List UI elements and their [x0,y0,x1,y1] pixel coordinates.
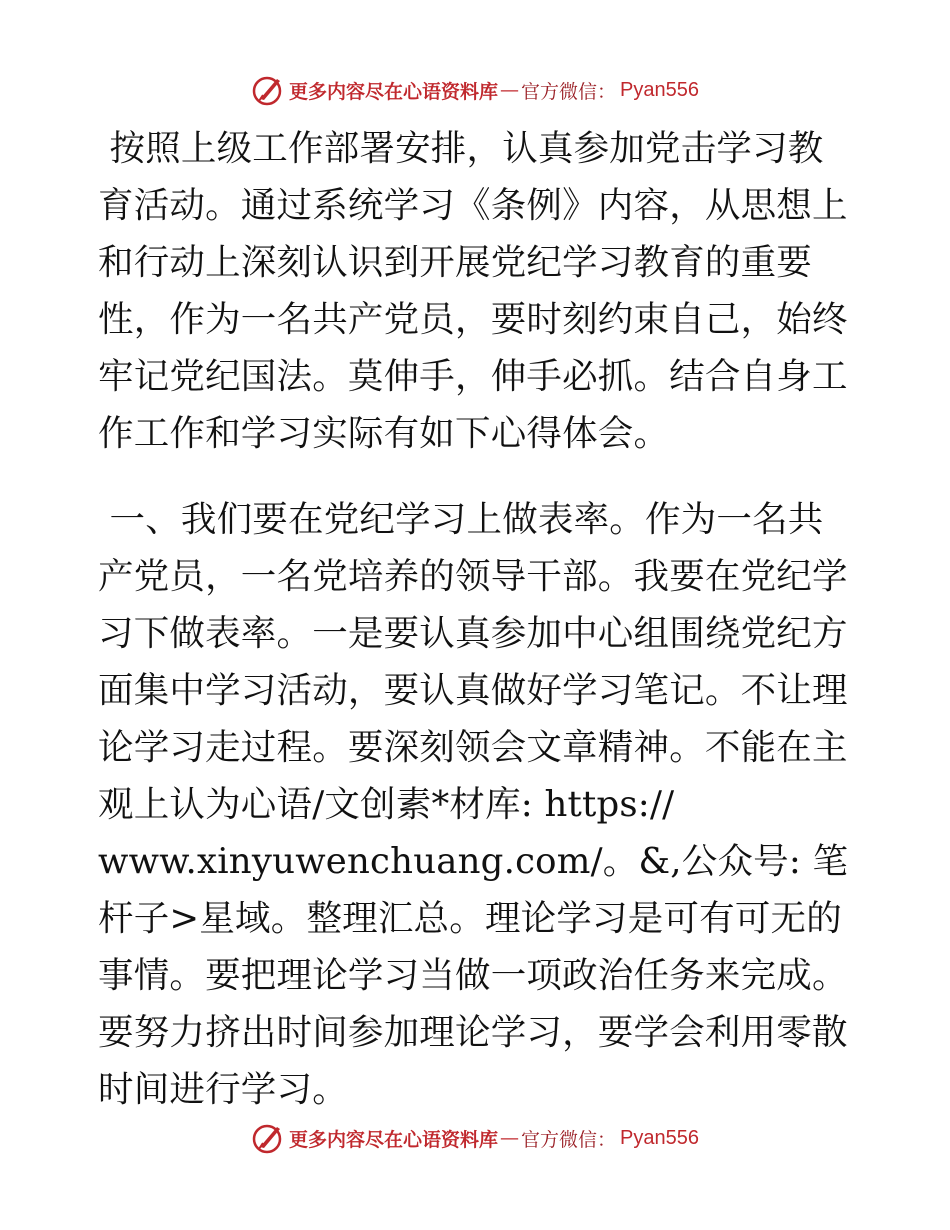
document-body [98,120,858,1118]
footer-dash: — [500,1127,520,1149]
quill-pen-circle-icon [251,73,285,107]
footer-main-text: 更多内容尽在心语资料库 [289,1128,499,1151]
paragraph-section-1: 一、我们要在党纪学习上做表率。作为一名共产党员，一名党培养的领导干部。我要在党纪学习下做表率。一是要认真参加中心组围绕党纪方面集中学习活动，要认真做好学习笔记。不让理论学习走过程。要深刻领会文章精神。不能在主观上认为心语/文创素*材库: https:// www.xinyuwenchuang.com/。&,公众号: 笔杆子>星域。整理汇总。理论学习是可有可无的事情。要把理论学习当做一项政治任务来完成。要努力挤出时间参加理论学习，要学会利用零散时间进行学习。 [98,499,849,1110]
banner-wechat-label: 官方微信： [521,80,617,103]
banner-wechat-id: Pyan556 [620,78,699,101]
footer-wechat-id: Pyan556 [620,1126,699,1149]
header-banner [0,70,950,110]
paragraph-intro: 按照上级工作部署安排，认真参加党击学习教育活动。通过系统学习《条例》内容，从思想上和行动上深刻认识到开展党纪学习教育的重要性，作为一名共产党员，要时刻约束自己，始终牢记党纪国法。莫伸手，伸手必抓。结合自身工作工作和学习实际有如下心得体会。 [98,128,848,454]
banner-main-text: 更多内容尽在心语资料库 [289,80,499,103]
quill-pen-circle-icon [251,1121,285,1155]
banner-dash: — [500,79,520,101]
footer-wechat-label: 官方微信： [521,1128,617,1151]
footer-banner [0,1118,950,1158]
